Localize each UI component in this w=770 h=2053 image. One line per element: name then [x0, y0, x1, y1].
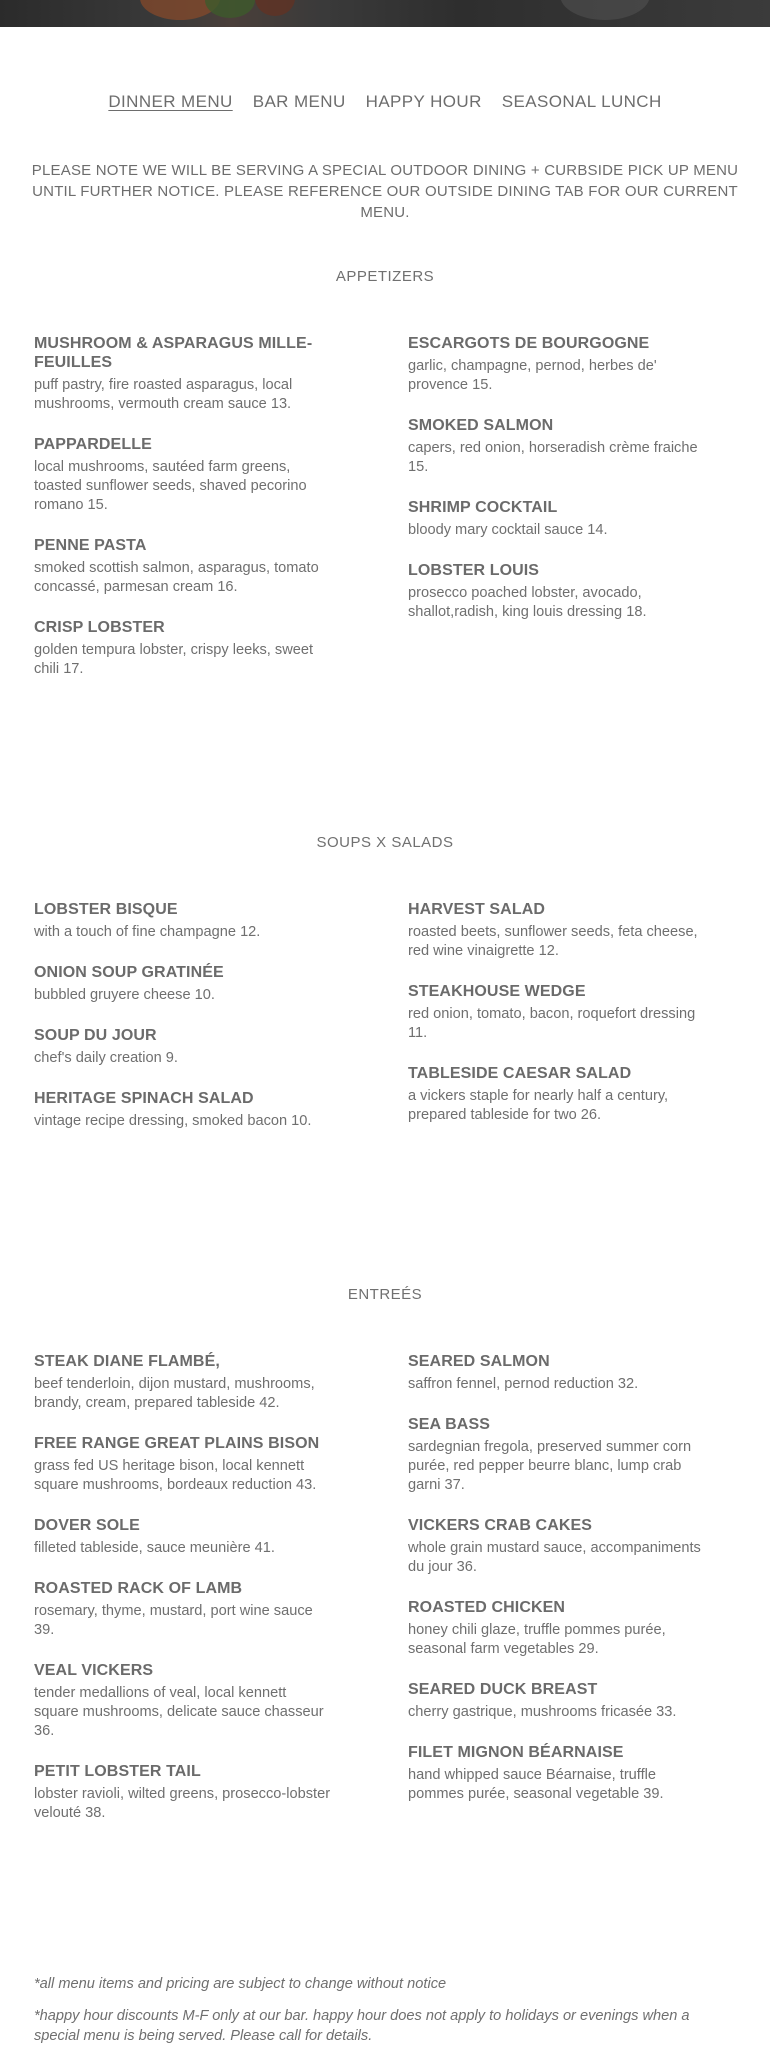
menu-item-description: bubbled gruyere cheese 10.	[34, 987, 215, 1003]
menu-item	[408, 1680, 708, 1722]
menu-item	[408, 900, 708, 961]
menu-item	[34, 1434, 334, 1495]
menu-item	[408, 982, 708, 1043]
menu-item-description: golden tempura lobster, crispy leeks, sweet chili 17.	[34, 642, 314, 677]
menu-item	[408, 1516, 708, 1577]
menu-item	[34, 1762, 334, 1823]
menu-item	[34, 536, 334, 597]
menu-item	[34, 1026, 334, 1068]
dining-notice: PLEASE NOTE WE WILL BE SERVING A SPECIAL OUTDOOR DINING + CURBSIDE PICK UP MENU UNTIL FURTHER NOTICE. PLEASE REFERENCE OUR OUTSIDE DINING TAB FOR OUR CURRENT MENU.	[31, 162, 739, 221]
menu-item-name: ROASTED CHICKEN	[408, 1599, 566, 1616]
menu-item	[408, 1743, 708, 1804]
hero-food-shape	[205, 0, 255, 18]
menu-item	[408, 334, 708, 395]
section-title-entrees: ENTREÉS	[347, 1286, 423, 1303]
menu-item-name: VEAL VICKERS	[34, 1662, 154, 1679]
menu-item-description: sardegnian fregola, preserved summer corn purée, red pepper beurre blanc, lump crab garni 37.	[408, 1439, 692, 1493]
menu-item-description: whole grain mustard sauce, accompaniments du jour 36.	[408, 1540, 701, 1575]
menu-item-name: SHRIMP COCKTAIL	[408, 499, 558, 516]
menu-item	[34, 900, 334, 942]
menu-item	[34, 1661, 334, 1741]
menu-item-name: ESCARGOTS DE BOURGOGNE	[408, 335, 650, 352]
menu-item-description: bloody mary cocktail sauce 14.	[408, 522, 608, 538]
hero-food-shape	[255, 0, 295, 16]
tab-bar-menu[interactable]: BAR MENU	[252, 92, 346, 111]
appetizers-left-column	[34, 334, 334, 700]
menu-item	[34, 435, 334, 515]
menu-item-name: ROASTED RACK OF LAMB	[34, 1580, 243, 1597]
menu-item-description: garlic, champagne, pernod, herbes de' provence 15.	[408, 358, 657, 393]
menu-item-name: ONION SOUP GRATINÉE	[34, 964, 224, 981]
menu-item-name: FILET MIGNON BÉARNAISE	[408, 1744, 624, 1761]
menu-item	[408, 1415, 708, 1495]
menu-item-description: capers, red onion, horseradish crème fraiche 15.	[408, 440, 698, 475]
section-title-soups-salads: SOUPS X SALADS	[316, 834, 454, 851]
menu-item-name: DOVER SOLE	[34, 1517, 140, 1534]
menu-item-name: HERITAGE SPINACH SALAD	[34, 1090, 254, 1107]
menu-item-name: SOUP DU JOUR	[34, 1027, 157, 1044]
menu-item-name: SEARED DUCK BREAST	[408, 1681, 598, 1698]
menu-item-description: honey chili glaze, truffle pommes purée, seasonal farm vegetables 29.	[408, 1622, 666, 1657]
appetizers-right-column	[408, 334, 708, 643]
menu-item-description: filleted tableside, sauce meunière 41.	[34, 1540, 275, 1556]
menu-item-description: local mushrooms, sautéed farm greens, toasted sunflower seeds, shaved pecorino romano 15.	[34, 459, 307, 513]
menu-item-name: MUSHROOM & ASPARAGUS MILLE-FEUILLES	[34, 335, 313, 371]
menu-item-name: STEAK DIANE FLAMBÉ,	[34, 1353, 220, 1370]
menu-item-description: lobster ravioli, wilted greens, prosecco-lobster velouté 38.	[34, 1786, 331, 1821]
menu-item-name: SEA BASS	[408, 1416, 491, 1433]
menu-item-name: LOBSTER BISQUE	[34, 901, 178, 918]
menu-item-name: PAPPARDELLE	[34, 436, 152, 453]
menu-item-description: smoked scottish salmon, asparagus, tomato concassé, parmesan cream 16.	[34, 560, 319, 595]
menu-item	[34, 1089, 334, 1131]
tab-seasonal-lunch[interactable]: SEASONAL LUNCH	[501, 92, 662, 111]
footnotes	[34, 1974, 734, 2053]
menu-item	[408, 1064, 708, 1125]
menu-item-description: hand whipped sauce Béarnaise, truffle pommes purée, seasonal vegetable 39.	[408, 1767, 664, 1802]
menu-item-description: beef tenderloin, dijon mustard, mushrooms, brandy, cream, prepared tableside 42.	[34, 1376, 315, 1411]
footnote-pricing: *all menu items and pricing are subject to change without notice	[34, 1976, 447, 1992]
footnote-happy-hour: *happy hour discounts M-F only at our bar. happy hour does not apply to holidays or evenings when a special menu is being served. Please call for details.	[34, 2008, 690, 2044]
entrees-left-column	[34, 1352, 334, 1844]
menu-item-description: cherry gastrique, mushrooms fricasée 33.	[408, 1704, 677, 1720]
menu-item	[34, 963, 334, 1005]
menu-item-description: grass fed US heritage bison, local kennett square mushrooms, bordeaux reduction 43.	[34, 1458, 317, 1493]
menu-item-description: puff pastry, fire roasted asparagus, local mushrooms, vermouth cream sauce 13.	[34, 377, 293, 412]
menu-item-description: saffron fennel, pernod reduction 32.	[408, 1376, 639, 1392]
menu-item-description: vintage recipe dressing, smoked bacon 10.	[34, 1113, 312, 1129]
menu-item-name: TABLESIDE CAESAR SALAD	[408, 1065, 632, 1082]
menu-item	[408, 416, 708, 477]
menu-item-name: VICKERS CRAB CAKES	[408, 1517, 593, 1534]
hero-image-strip	[0, 0, 770, 27]
menu-tabs	[0, 92, 770, 112]
soups-left-column	[34, 900, 334, 1152]
menu-item-description: chef's daily creation 9.	[34, 1050, 178, 1066]
hero-food-shape	[560, 0, 650, 20]
menu-item	[34, 1516, 334, 1558]
menu-item-description: a vickers staple for nearly half a century, prepared tableside for two 26.	[408, 1088, 669, 1123]
menu-item	[34, 1579, 334, 1640]
menu-item-description: rosemary, thyme, mustard, port wine sauce 39.	[34, 1603, 313, 1638]
menu-item-description: roasted beets, sunflower seeds, feta cheese, red wine vinaigrette 12.	[408, 924, 698, 959]
tab-happy-hour[interactable]: HAPPY HOUR	[365, 92, 482, 111]
menu-item	[34, 1352, 334, 1413]
menu-item-name: HARVEST SALAD	[408, 901, 546, 918]
tab-dinner-menu[interactable]: DINNER MENU	[108, 92, 233, 111]
menu-item-description: tender medallions of veal, local kennett square mushrooms, delicate sauce chasseur 36.	[34, 1685, 324, 1739]
menu-item-name: PENNE PASTA	[34, 537, 147, 554]
menu-item-description: with a touch of fine champagne 12.	[34, 924, 261, 940]
menu-item	[34, 618, 334, 679]
menu-item-description: red onion, tomato, bacon, roquefort dressing 11.	[408, 1006, 696, 1041]
section-title-appetizers: APPETIZERS	[335, 268, 435, 285]
menu-item	[408, 498, 708, 540]
soups-right-column	[408, 900, 708, 1146]
menu-item-name: CRISP LOBSTER	[34, 619, 165, 636]
menu-item-name: LOBSTER LOUIS	[408, 562, 540, 579]
menu-item	[408, 1352, 708, 1394]
entrees-right-column	[408, 1352, 708, 1825]
menu-item	[408, 1598, 708, 1659]
menu-item-name: STEAKHOUSE WEDGE	[408, 983, 586, 1000]
menu-item	[408, 561, 708, 622]
menu-item	[34, 334, 334, 414]
menu-item-name: SEARED SALMON	[408, 1353, 550, 1370]
menu-item-description: prosecco poached lobster, avocado, shallot,radish, king louis dressing 18.	[408, 585, 647, 620]
menu-item-name: FREE RANGE GREAT PLAINS BISON	[34, 1435, 320, 1452]
menu-item-name: PETIT LOBSTER TAIL	[34, 1763, 201, 1780]
menu-item-name: SMOKED SALMON	[408, 417, 554, 434]
